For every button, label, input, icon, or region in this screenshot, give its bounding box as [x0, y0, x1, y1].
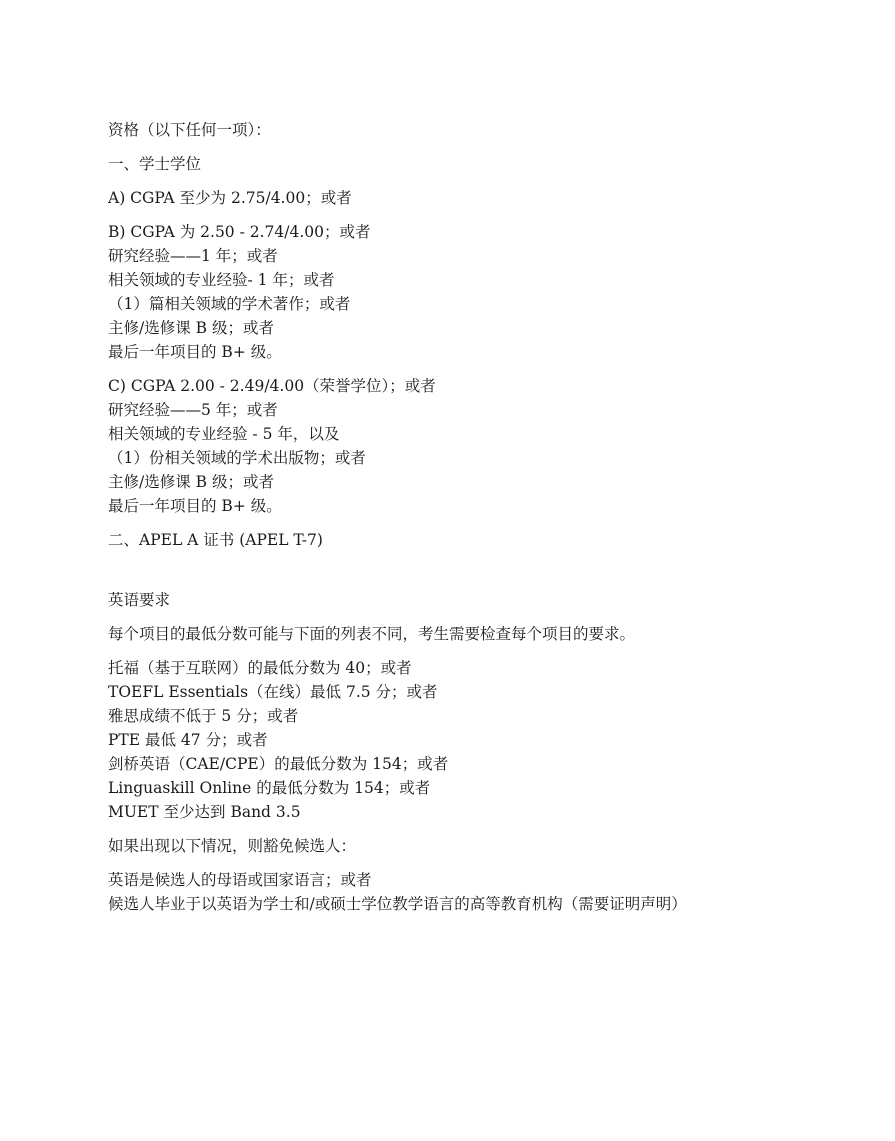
option-c [108, 374, 878, 518]
option-b-line: 主修/选修课 B 级；或者 [108, 319, 274, 337]
option-b-line: 最后一年项目的 B+ 级。 [108, 343, 282, 361]
option-b-line: （1）篇相关领域的学术著作；或者 [108, 295, 351, 313]
english-heading: 英语要求 [108, 591, 171, 609]
english-note: 每个项目的最低分数可能与下面的列表不同，考生需要检查每个项目的要求。 [108, 625, 636, 643]
english-score-line: TOEFL Essentials（在线）最低 7.5 分；或者 [108, 683, 438, 701]
option-a [108, 186, 878, 210]
english-score-line: MUET 至少达到 Band 3.5 [108, 803, 301, 821]
document-body [108, 118, 878, 926]
option-b-line: 相关领域的专业经验- 1 年；或者 [108, 271, 335, 289]
bachelor-heading: 一、学士学位 [108, 155, 202, 173]
option-c-line: 主修/选修课 B 级；或者 [108, 473, 274, 491]
english-score-line: Linguaskill Online 的最低分数为 154；或者 [108, 779, 431, 797]
option-b-line: B) CGPA 为 2.50 - 2.74/4.00；或者 [108, 223, 371, 241]
english-score-line: 剑桥英语（CAE/CPE）的最低分数为 154；或者 [108, 755, 449, 773]
option-c-line: 研究经验——5 年；或者 [108, 401, 278, 419]
english-score-line: 雅思成绩不低于 5 分；或者 [108, 707, 299, 725]
option-c-line: 相关领域的专业经验 - 5 年，以及 [108, 425, 340, 443]
qualifications-heading: 资格（以下任何一项）： [108, 121, 271, 139]
exemption-conditions [108, 868, 878, 916]
exemption-condition-line: 候选人毕业于以英语为学士和/或硕士学位教学语言的高等教育机构（需要证明声明） [108, 895, 687, 913]
exemption-condition-line: 英语是候选人的母语或国家语言；或者 [108, 871, 372, 889]
english-scores [108, 656, 878, 824]
option-b [108, 220, 878, 364]
exemption-heading: 如果出现以下情况，则豁免候选人： [108, 837, 357, 855]
option-c-line: C) CGPA 2.00 - 2.49/4.00（荣誉学位）；或者 [108, 377, 436, 395]
option-a-line: A) CGPA 至少为 2.75/4.00；或者 [108, 189, 352, 207]
apel-heading: 二、APEL A 证书 (APEL T-7) [108, 531, 323, 549]
english-score-line: PTE 最低 47 分；或者 [108, 731, 268, 749]
english-score-line: 托福（基于互联网）的最低分数为 40；或者 [108, 659, 412, 677]
option-c-line: （1）份相关领域的学术出版物；或者 [108, 449, 366, 467]
option-c-line: 最后一年项目的 B+ 级。 [108, 497, 282, 515]
option-b-line: 研究经验——1 年；或者 [108, 247, 278, 265]
